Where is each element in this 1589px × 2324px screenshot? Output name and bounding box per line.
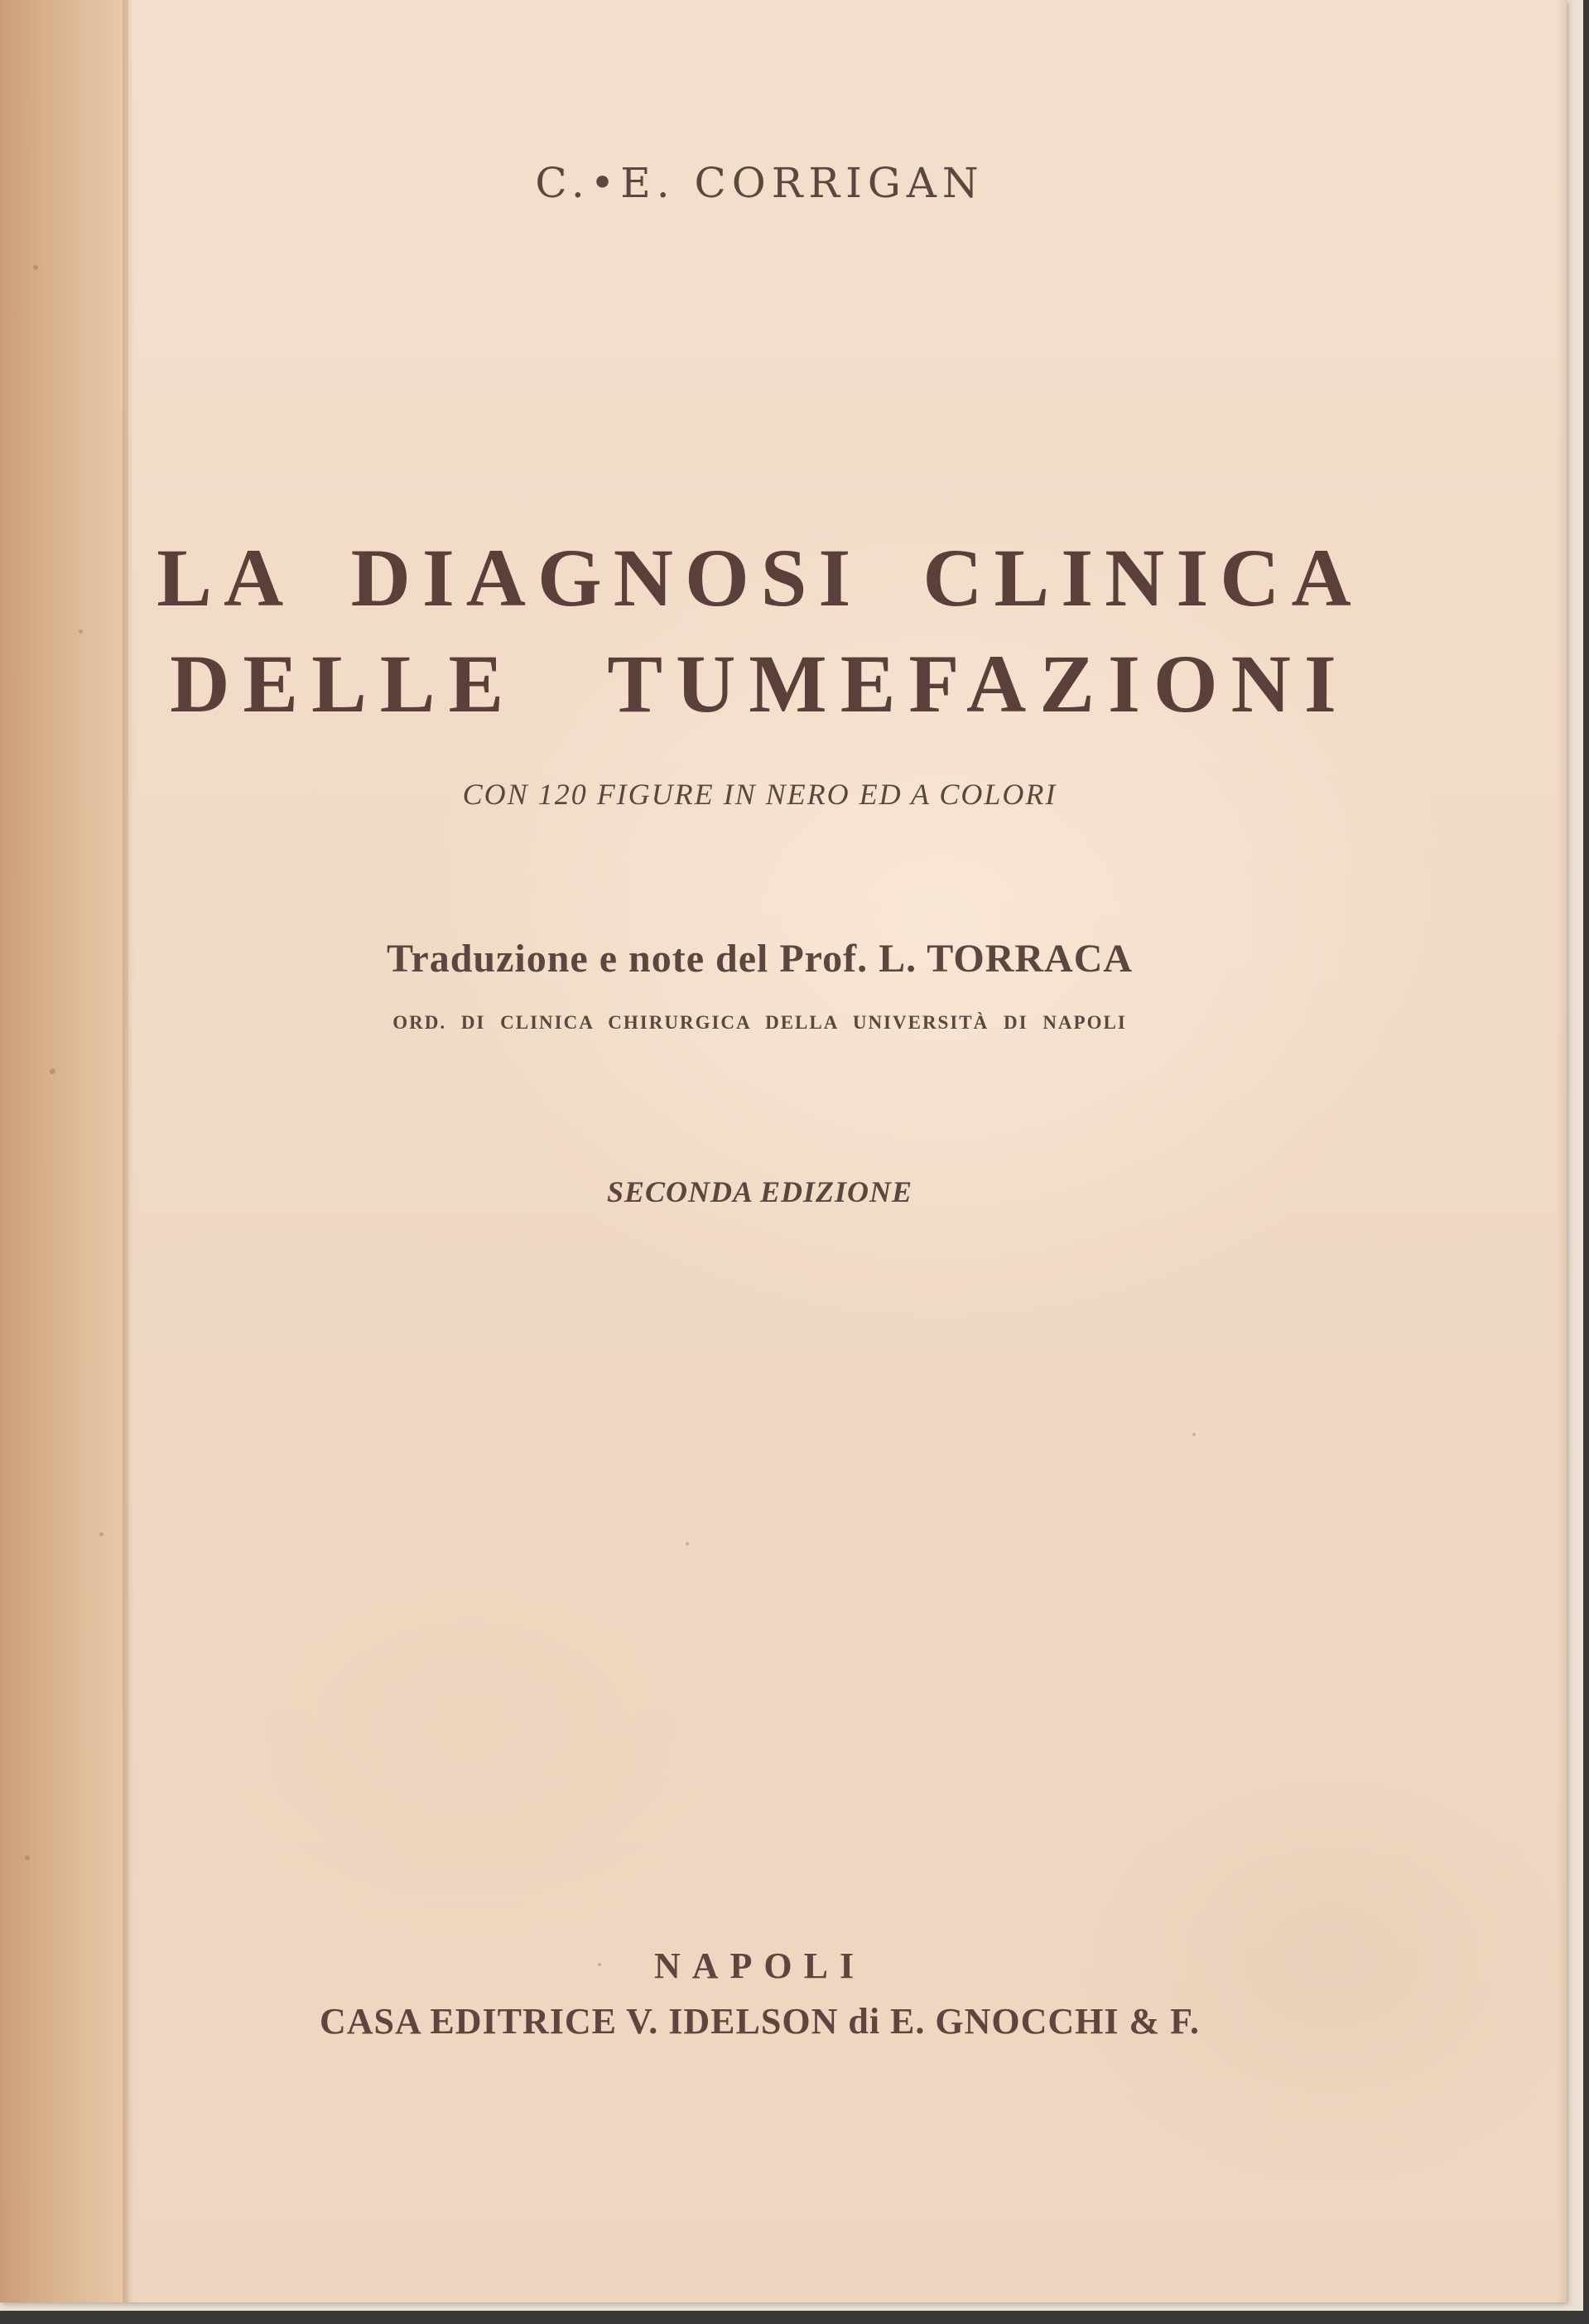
paper-spot (686, 1542, 689, 1545)
publication-city: NAPOLI (653, 1946, 866, 1986)
publisher-name: CASA EDITRICE V. IDELSON di E. GNOCCHI & F. (319, 2001, 1200, 2042)
paper-spot (79, 629, 83, 634)
paper-spot (1192, 1433, 1196, 1436)
edition-label: SECONDA EDIZIONE (606, 1175, 913, 1208)
translator-affiliation: ORD. DI CLINICA CHIRURGICA DELLA UNIVERSITÀ DI NAPOLI (392, 1012, 1127, 1033)
paper-spot (99, 1532, 104, 1536)
translator-credit: Traduzione e note del Prof. L. TORRACA (386, 937, 1134, 981)
title-line-2: DELLE TUMEFAZIONI (170, 638, 1350, 730)
right-edge-shade (1557, 0, 1567, 2302)
paper-spot (50, 1068, 55, 1074)
paper-spot (33, 265, 38, 270)
subtitle: CON 120 FIGURE IN NERO ED A COLORI (462, 778, 1057, 811)
spine-strip (0, 0, 128, 2302)
paper-spot (25, 1855, 30, 1860)
author-name: C.•E. CORRIGAN (535, 159, 985, 207)
title-line-1: LA DIAGNOSI CLINICA (156, 532, 1363, 624)
